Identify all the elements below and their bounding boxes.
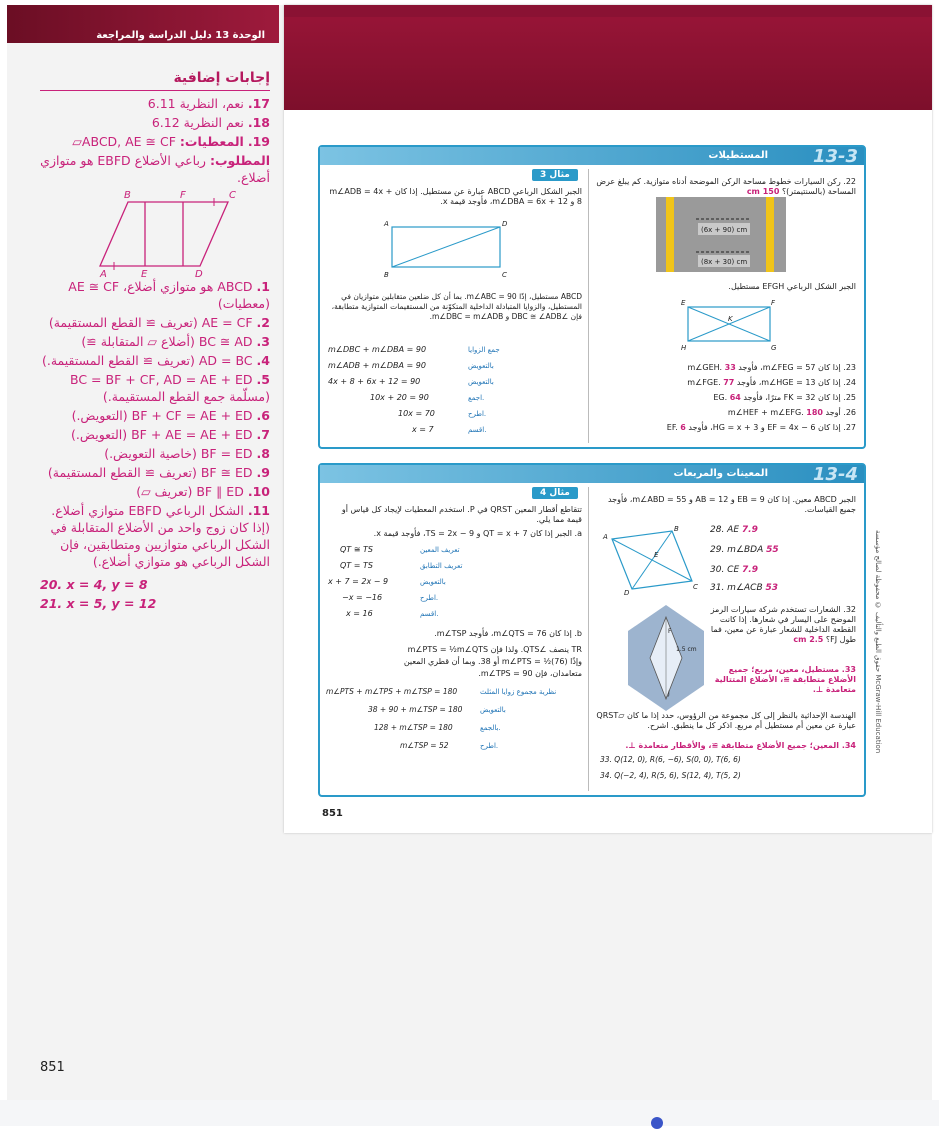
parallelogram-figure: [40, 188, 270, 278]
vertex-label: A: [603, 533, 608, 541]
logo-label: F: [668, 628, 672, 635]
algebra-line: الجبر الشكل الرباعي EFGH مستطيل.: [728, 282, 856, 291]
question-row: 28. AE 7.9: [710, 525, 758, 535]
step-reason: بالتعويض: [420, 578, 446, 586]
step-reason: نظرية مجموع زوايا المثلث: [480, 688, 557, 696]
vertex-label: G: [771, 344, 777, 352]
vertex-label: B: [674, 525, 679, 533]
lesson-box-13-3: [318, 145, 866, 449]
coordinate-geometry-text: الهندسة الإحداثية بالنظر إلى كل مجموعة من الرؤوس، حدد إذا ما كان ▱QRST عبارة عن معين أم مستطيل أم مربع. اذكر كل ما ينطبق. اشرح.: [596, 711, 856, 730]
vertex-label: E: [141, 269, 148, 278]
answer-item: 18.نعم النظرية 6.12: [151, 115, 270, 130]
step-reason: اطرح.: [480, 742, 499, 750]
parking-image: [656, 197, 786, 272]
proof-step: 7.BF + AE = AE + ED (التعويض.): [71, 427, 270, 442]
vertex-label: F: [180, 190, 186, 201]
logo-label: 1.5 cm: [676, 646, 697, 653]
step-equation: 38 + 90 + m∠TSP = 180: [368, 705, 463, 714]
answer-33: 33. مستطيل، معين، مربع؛ جميع الأضلاع متطابقة ≅، الأضلاع المتتالية متعامدة ⊥.: [714, 665, 856, 694]
proof-step: 11.الشكل الرباعي EBFD متوازي أضلاع. (إذا كان زوج واحد من الأضلاع المتقابلة في الشكل الرباعي متوازيين ومتطابقين، فإن الشكل الرباعي هو متوازي أضلاع.): [50, 503, 270, 569]
step-reason: بالتعويض: [480, 706, 506, 714]
question-22: 22. ركن السيارات خطوط مساحة الركن الموضحة أدناه متوازية. كم يبلغ عرض المساحة (بالسنتيمتر)؟ 150 cm: [596, 177, 856, 196]
question-row: 23. إذا كان m∠FEG = 57، فأوجد m∠GEH. 33: [687, 363, 856, 372]
left-header-bar: [7, 5, 279, 43]
proof-step: 8.BF = ED (خاصية التعويض.): [104, 446, 270, 461]
logo-label: J: [668, 690, 670, 697]
bottom-toolbar: [0, 1100, 939, 1126]
parking-label: (6x + 90) cm: [701, 226, 748, 234]
proof-step: 4.AD = BC (تعريف ≅ القطع المستقيمة.): [41, 353, 270, 368]
step-equation: x + 7 = 2x − 9: [328, 577, 389, 586]
step-equation: QT ≅ TS: [340, 545, 373, 554]
step-reason: بالتعويض: [468, 378, 494, 386]
vertex-label: D: [624, 589, 630, 595]
page-number: 851: [40, 1060, 65, 1075]
example-tag: مثال 4: [532, 487, 578, 499]
step-equation: QT = TS: [340, 561, 373, 570]
section-title: إجابات إضافية: [40, 70, 270, 91]
vertex-label: F: [771, 299, 776, 307]
question-row: 31. m∠ACB 53: [710, 583, 779, 593]
page-header-strip: [284, 5, 932, 17]
example-part-b: b. إذا كان m∠QTS = 76، فأوجد m∠TSP.: [434, 629, 582, 638]
vertex-label: C: [502, 271, 507, 279]
rhombus-abcd: [602, 523, 702, 595]
example-text: TR ينصف ∠QTS. ولذا فإن m∠PTS = ½m∠QTS: [407, 645, 582, 654]
step-reason: اقسم.: [420, 610, 439, 618]
step-equation: m∠PTS + m∠TPS + m∠TSP = 180: [326, 687, 458, 696]
vertex-label: A: [384, 220, 389, 228]
lesson-title: المعينات والمربعات: [673, 468, 768, 479]
proof-step: 3.BC ≅ AD (أضلاع ▱ المتقابلة ≅): [81, 334, 270, 349]
example-text: وإذًا m∠PTS = ½(76) أو 38. وبما أن قطري المعين: [403, 657, 582, 666]
step-equation: 4x + 8 + 6x + 12 = 90: [328, 377, 421, 386]
question-row: 24. إذا كان m∠HGE = 13، فأوجد m∠FGE. 77: [687, 378, 856, 387]
step-reason: اجمع.: [468, 394, 485, 402]
step-equation: x = 7: [412, 425, 434, 434]
section-intro: الجبر ABCD معين. إذا كان EB = 9 و AB = 12 و m∠ABD = 55، فأوجد جميع القياسات.: [607, 495, 856, 514]
proof-step: 5.BC = BF + CF, AD = AE + ED (مسلّمة جمع القطع المستقيمة.): [70, 372, 270, 404]
vertex-label: B: [124, 190, 131, 201]
step-equation: m∠DBC + m∠DBA = 90: [328, 345, 427, 354]
answer-item: 20. x = 4, y = 8: [40, 577, 148, 592]
step-equation: 128 + m∠TSP = 180: [374, 723, 453, 732]
proof-step: 1.ABCD هو متوازي أضلاع، AE ≅ CF (معطيات): [68, 279, 270, 311]
question-32: 32. الشعارات تستخدم شركة سيارات الرمز الموضح على اليسار في شعارها. إذا كانت القطعة الداخلية للشعار عبارة عن معين، فما طول FJ؟ 2.5 cm: [710, 605, 856, 644]
step-reason: اطرح.: [420, 594, 439, 602]
vertex-label: D: [195, 269, 203, 278]
question-row: 27. إذا كان EF = 4x − 6 و HG = x + 3، فأوجد EF. 6: [666, 423, 856, 432]
step-reason: بالتعويض: [468, 362, 494, 370]
column-divider: [588, 169, 589, 443]
rectangle-efgh: [680, 297, 780, 352]
step-reason: تعريف المعين: [420, 546, 460, 554]
question-34-coords: 34. Q(−2, 4), R(5, 6), S(12, 4), T(5, 2): [600, 771, 741, 780]
step-equation: −x = −16: [342, 593, 383, 602]
step-reason: بالجمع.: [480, 724, 501, 732]
parking-label: (8x + 30) cm: [701, 258, 748, 266]
textbook-page-number: 851: [322, 808, 343, 819]
step-reason: اطرح.: [468, 410, 487, 418]
step-equation: 10x + 20 = 90: [370, 393, 429, 402]
rectangle-abcd: [380, 217, 515, 279]
step-equation: x = 16: [346, 609, 373, 618]
step-equation: m∠ADB + m∠DBA = 90: [328, 361, 426, 370]
copyright-side-text: حقوق الطبع والتأليف © محفوظة لصالح مؤسسة McGraw-Hill Education: [874, 530, 882, 754]
example-tag: مثال 3: [532, 169, 578, 181]
step-reason: تعريف التطابق: [420, 562, 463, 570]
vertex-label: B: [384, 271, 389, 279]
step-equation: m∠TSP = 52: [400, 741, 449, 750]
question-row: 30. CE 7.9: [710, 565, 758, 575]
car-logo-image: [626, 603, 706, 713]
vertex-label: C: [693, 583, 698, 591]
example-intro: الجبر الشكل الرباعي ABCD عبارة عن مستطيل. إذا كان m∠ADB = 4x + 8 و m∠DBA = 6x + 12، فأوجد قيمة x.: [329, 187, 582, 206]
question-row: 26. أوجد m∠HEF + m∠EFG. 180: [727, 408, 856, 417]
column-divider: [588, 487, 589, 791]
lesson-header: [320, 465, 864, 483]
question-33-coords: 33. Q(12, 0), R(6, −6), S(0, 0), T(6, 6): [600, 755, 741, 764]
vertex-label: H: [681, 344, 687, 352]
example-explanation: ABCD مستطيل، إذًا m∠ABC = 90. بما أن كل ضلعين متقابلين متوازيان في المستطيل، والزوايا المتبادلة الداخلية المتكوّنة من المستقيمات المتوازية متطابقة، فإن ∠DBC ≅ ∠ADB و m∠DBC = m∠ADB.: [331, 292, 582, 321]
answer-item: 17.نعم، النظرية 6.11: [147, 96, 270, 111]
proof-step: 10.BF ∥ ED (تعريف ▱): [136, 484, 270, 499]
proof-step: 9.BF ≅ ED (تعريف ≅ القطع المستقيمة): [47, 465, 270, 480]
answer-item: 19.المعطيات: ▱ABCD, AE ≅ CF: [72, 134, 270, 149]
answer-34: 34. المعين؛ جميع الأضلاع متطابقة ≅، والأقطار متعامدة ⊥.: [625, 741, 856, 750]
step-reason: جمع الزوايا: [468, 346, 500, 354]
proof-step: 2.AE = CF (تعريف ≅ القطع المستقيمة): [48, 315, 270, 330]
step-reason: اقسم.: [468, 426, 487, 434]
lesson-number: 13-4: [812, 464, 858, 485]
proof-step: 6.BF + CF = AE + ED (التعويض.): [71, 408, 270, 423]
example-intro: تتقاطع أقطار المعين QRST في P. استخدم المعطيات لإيجاد كل قياس أو قيمة مما يلي.: [341, 505, 582, 524]
step-equation: 10x = 70: [398, 409, 435, 418]
answer-item: المطلوب: رباعي الأضلاع EBFD هو متوازي أضلاع.: [40, 153, 270, 185]
vertex-label: E: [654, 551, 659, 559]
lesson-title: المستطيلات: [708, 150, 768, 161]
vertex-label: C: [229, 190, 236, 201]
example-part-a: a. الجبر إذا كان QT = x + 7 و TS = 2x − 9، فأوجد قيمة x.: [373, 529, 582, 538]
lesson-number: 13-3: [812, 146, 858, 167]
vertex-label: E: [681, 299, 686, 307]
lesson-box-13-4: [318, 463, 866, 797]
additional-answers-column: [40, 70, 270, 614]
vertex-label: D: [502, 220, 508, 228]
lesson-header: [320, 147, 864, 165]
question-row: 25. إذا كان FK = 32 مترًا، فأوجد EG. 64: [713, 393, 856, 402]
scroll-indicator-icon[interactable]: [651, 1117, 663, 1129]
answer-item: 21. x = 5, y = 12: [40, 596, 157, 611]
vertex-label: K: [728, 315, 733, 323]
parallelogram-diagram: [40, 188, 270, 278]
example-text: متعامدان، فإن m∠TPS = 90.: [478, 669, 582, 678]
page-header-band: [284, 5, 932, 110]
vertex-label: A: [100, 269, 107, 278]
left-header-title: الوحدة 13 دليل الدراسة والمراجعة: [96, 30, 265, 41]
question-row: 29. m∠BDA 55: [710, 545, 779, 555]
